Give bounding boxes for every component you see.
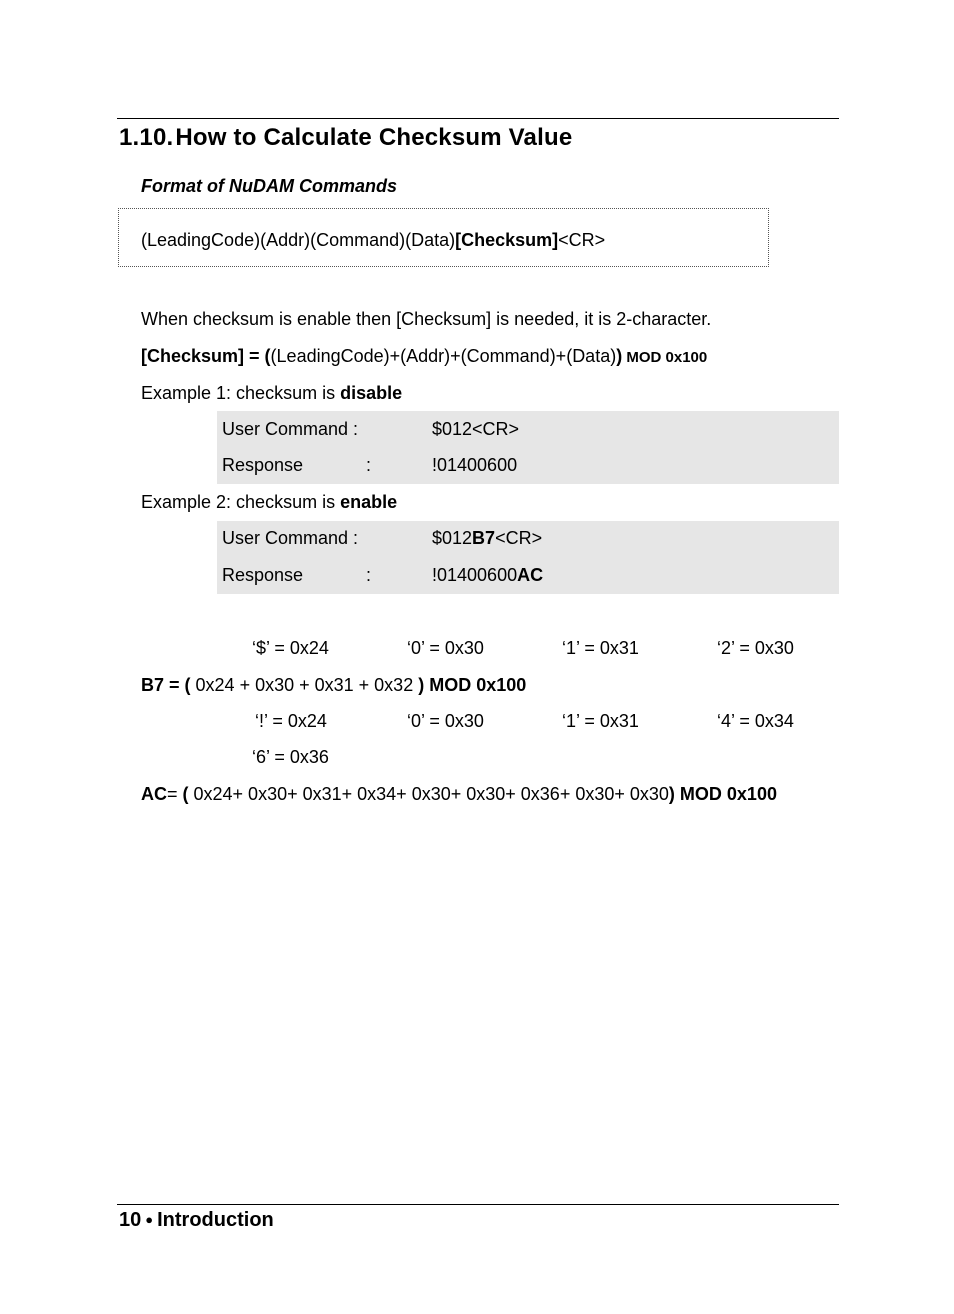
calc2-char-5: ‘6’ = 0x36 bbox=[252, 747, 329, 767]
formula-mod: MOD 0x100 bbox=[622, 349, 708, 366]
chapter-name: Introduction bbox=[157, 1209, 274, 1231]
example1-table bbox=[217, 411, 839, 484]
page-number: 10 bbox=[119, 1209, 142, 1231]
example2-row2-value bbox=[432, 565, 543, 586]
bullet-icon: ● bbox=[145, 1212, 154, 1227]
example1-text: Example 1: checksum is bbox=[141, 383, 341, 403]
section-title bbox=[119, 124, 572, 152]
calc2-char-3: ‘1’ = 0x31 bbox=[562, 711, 639, 731]
top-rule bbox=[117, 118, 839, 119]
formula-open: ( bbox=[264, 346, 271, 366]
formula-body: (LeadingCode)+(Addr)+(Command)+(Data) bbox=[270, 346, 617, 366]
example1-row1-value: $012<CR> bbox=[432, 419, 520, 439]
example2-row1-value-tail: <CR> bbox=[495, 528, 543, 548]
calc2-lhs-paren: ( bbox=[182, 784, 194, 804]
example2-row2-value-plain: !01400600 bbox=[432, 565, 518, 585]
calc2-expr: 0x24+ 0x30+ 0x31+ 0x34+ 0x30+ 0x30+ 0x36+ 0x30+ 0x30 bbox=[193, 784, 669, 804]
example2-label bbox=[141, 492, 397, 513]
calc1-char-2: ‘0’ = 0x30 bbox=[407, 638, 484, 658]
checksum-paragraph: When checksum is enable then [Checksum] is needed, it is 2-character. bbox=[141, 309, 712, 329]
example2-table bbox=[217, 521, 839, 594]
calc2-lhs-plain: = bbox=[167, 784, 183, 804]
formula-close: ) bbox=[616, 346, 623, 366]
example2-state: enable bbox=[340, 492, 398, 512]
example1-row2-value: !01400600 bbox=[432, 455, 518, 475]
format-checksum: [Checksum] bbox=[455, 230, 559, 250]
section-number: 1.10. bbox=[119, 124, 174, 151]
calc2-char-4: ‘4’ = 0x34 bbox=[717, 711, 794, 731]
subheading: Format of NuDAM Commands bbox=[141, 176, 397, 196]
calc2-rhs: ) MOD 0x100 bbox=[668, 784, 777, 804]
calc2-lhs-bold: AC bbox=[141, 784, 167, 804]
calc2-char-2: ‘0’ = 0x30 bbox=[407, 711, 484, 731]
example2-row1-key: User Command : bbox=[222, 528, 359, 548]
example2-row1-value-bold: B7 bbox=[472, 528, 496, 548]
command-format-box bbox=[118, 208, 769, 267]
calc1-char-1: ‘$’ = 0x24 bbox=[252, 638, 329, 658]
calc2-equation bbox=[141, 784, 777, 805]
page-footer bbox=[119, 1209, 274, 1232]
section-title-text: How to Calculate Checksum Value bbox=[175, 124, 573, 151]
example1-row2-key: Response bbox=[222, 455, 304, 475]
formula-label: [Checksum] = bbox=[141, 346, 265, 366]
example2-row1-value bbox=[432, 528, 542, 549]
command-format-text bbox=[141, 230, 605, 251]
example1-label bbox=[141, 383, 402, 404]
calc1-equation bbox=[141, 675, 526, 696]
example2-row2-value-bold: AC bbox=[517, 565, 544, 585]
example1-row2-sep: : bbox=[366, 455, 372, 475]
format-suffix: <CR> bbox=[558, 230, 606, 250]
calc2-char-1: ‘!’ = 0x24 bbox=[255, 711, 327, 731]
format-prefix: (LeadingCode)(Addr)(Command)(Data) bbox=[141, 230, 456, 250]
calc1-lhs: B7 = ( bbox=[141, 675, 196, 695]
footer-rule bbox=[117, 1204, 839, 1205]
calc1-char-4: ‘2’ = 0x30 bbox=[717, 638, 794, 658]
example2-row1-value-plain: $012 bbox=[432, 528, 473, 548]
example2-text: Example 2: checksum is bbox=[141, 492, 341, 512]
example2-row2-sep: : bbox=[366, 565, 372, 585]
calc1-rhs: ) MOD 0x100 bbox=[418, 675, 527, 695]
calc1-char-3: ‘1’ = 0x31 bbox=[562, 638, 639, 658]
calc1-expr: 0x24 + 0x30 + 0x31 + 0x32 bbox=[195, 675, 419, 695]
example1-row1-key: User Command : bbox=[222, 419, 359, 439]
example2-row2-key: Response bbox=[222, 565, 304, 585]
example1-state: disable bbox=[340, 383, 403, 403]
checksum-formula bbox=[141, 346, 707, 367]
